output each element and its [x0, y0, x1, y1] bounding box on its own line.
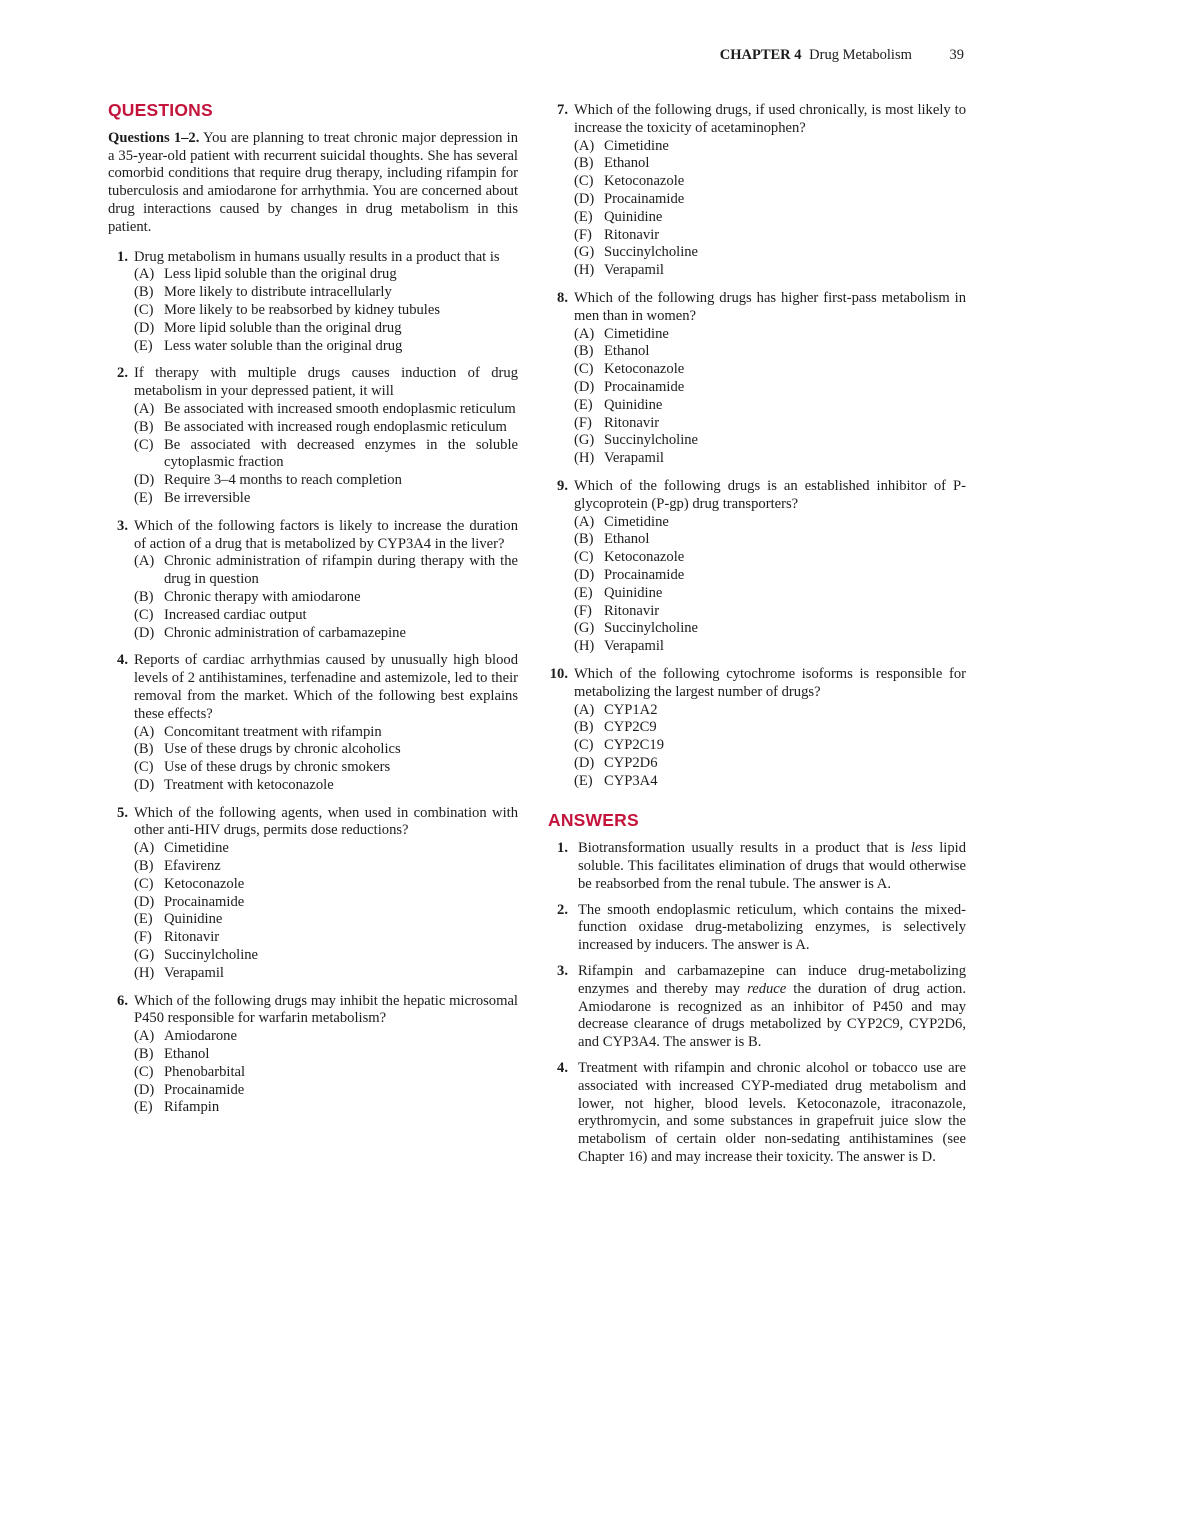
answer-option — [574, 191, 966, 209]
answer-option — [574, 638, 966, 656]
option-letter: (C) — [134, 875, 154, 892]
option-letter: (E) — [134, 489, 153, 506]
option-letter: (A) — [134, 266, 155, 283]
option-letter: (E) — [134, 337, 153, 354]
answer-number: 3. — [557, 963, 568, 980]
answer-option — [134, 894, 518, 912]
question-1 — [108, 249, 518, 356]
option-text: Chronic administration of rifampin during therapy with the drug in question — [164, 553, 518, 588]
answer-option — [574, 326, 966, 344]
answer-option — [134, 607, 518, 625]
option-letter: (D) — [574, 754, 595, 771]
answer-option — [134, 911, 518, 929]
answer-option — [134, 741, 518, 759]
option-list — [574, 326, 966, 468]
question-stem: Which of the following agents, when used in combination with other anti-HIV drugs, permits dose reductions? — [134, 804, 518, 839]
question-2 — [108, 365, 518, 507]
option-text: Cimetidine — [604, 325, 669, 342]
option-letter: (E) — [574, 772, 593, 789]
answer-option — [574, 262, 966, 280]
question-number: 1. — [117, 248, 128, 265]
option-text: Phenobarbital — [164, 1063, 246, 1080]
option-text: Be associated with increased smooth endoplasmic reticulum — [164, 400, 516, 417]
option-text: Ethanol — [604, 155, 650, 172]
option-text: More likely to distribute intracellularly — [164, 284, 392, 301]
answer-option — [134, 625, 518, 643]
answer-option — [134, 490, 518, 508]
option-text: CYP3A4 — [604, 772, 658, 789]
option-letter: (C) — [134, 301, 154, 318]
option-letter: (B) — [134, 1046, 154, 1063]
answer-text-cont: the duration of drug action. Amiodarone is recognized as an inhibitor of P450 and may decrease clearance of drugs metabolized by CYP2C9, CYP2D6, and CYP3A4. The answer is B. — [578, 980, 967, 1051]
option-letter: (D) — [134, 472, 155, 489]
option-text: Procainamide — [164, 1081, 245, 1098]
question-number: 3. — [117, 517, 128, 534]
questions-heading: QUESTIONS — [108, 100, 213, 120]
option-letter: (B) — [134, 284, 154, 301]
chapter-label: CHAPTER 4 — [719, 47, 802, 63]
option-text: Less water soluble than the original drug — [164, 337, 403, 354]
answer-option — [574, 343, 966, 361]
answer-option — [134, 266, 518, 284]
option-letter: (C) — [134, 436, 154, 453]
option-letter: (D) — [134, 893, 155, 910]
answer-option — [134, 302, 518, 320]
option-letter: (D) — [134, 1081, 155, 1098]
option-text: Verapamil — [604, 638, 664, 655]
option-letter: (B) — [134, 588, 154, 605]
option-letter: (A) — [574, 325, 595, 342]
option-list — [134, 553, 518, 642]
option-letter: (A) — [574, 137, 595, 154]
answer-option — [134, 401, 518, 419]
option-text: Be associated with increased rough endoplasmic reticulum — [164, 418, 507, 435]
option-list — [134, 401, 518, 508]
answer-option — [574, 450, 966, 468]
answer-option — [574, 415, 966, 433]
option-text: Increased cardiac output — [164, 606, 307, 623]
option-text: Succinylcholine — [164, 947, 259, 964]
option-letter: (B) — [574, 155, 594, 172]
option-text: Ketoconazole — [164, 875, 245, 892]
answer-text-cont: lipid soluble. This facilitates elimination of drugs that would otherwise be reabsorbed from the renal tubule. The answer is A. — [578, 840, 966, 892]
option-letter: (D) — [134, 319, 155, 336]
option-list — [134, 840, 518, 982]
option-text: Ritonavir — [604, 602, 660, 619]
option-letter: (B) — [134, 418, 154, 435]
option-text: Rifampin — [164, 1099, 220, 1116]
option-text: CYP1A2 — [604, 701, 658, 718]
option-text: Less lipid soluble than the original drug — [164, 266, 397, 283]
option-text: Require 3–4 months to reach completion — [164, 472, 402, 489]
option-letter: (C) — [574, 737, 594, 754]
answer-number: 4. — [557, 1060, 568, 1077]
option-text: Chronic administration of carbamazepine — [164, 624, 406, 641]
question-stem: Which of the following factors is likely to increase the duration of action of a drug that is metabolized by CYP3A4 in the liver? — [134, 517, 518, 552]
answer-option — [574, 531, 966, 549]
option-text: Efavirenz — [164, 858, 221, 875]
answer-option — [574, 227, 966, 245]
answer-option — [134, 947, 518, 965]
question-number: 8. — [557, 289, 568, 306]
answer-option — [134, 965, 518, 983]
option-text: Ethanol — [164, 1046, 210, 1063]
question-3 — [108, 518, 518, 643]
option-text: Ketoconazole — [604, 361, 685, 378]
option-text: Succinylcholine — [604, 432, 699, 449]
answer-option — [574, 361, 966, 379]
answer-option — [574, 397, 966, 415]
running-head — [720, 47, 964, 64]
answers-heading: ANSWERS — [548, 810, 639, 831]
right-column — [548, 102, 966, 1175]
question-8 — [548, 290, 966, 468]
answer-option — [574, 138, 966, 156]
answer-option — [134, 1082, 518, 1100]
option-letter: (F) — [574, 226, 592, 243]
option-text: Succinylcholine — [604, 244, 699, 261]
question-stem: If therapy with multiple drugs causes induction of drug metabolism in your depressed patient, it will — [134, 365, 518, 400]
option-letter: (G) — [134, 947, 155, 964]
answer-text: Rifampin and carbamazepine can induce drug-metabolizing enzymes and thereby may — [578, 963, 966, 997]
answer-option — [574, 702, 966, 720]
option-letter: (C) — [134, 1063, 154, 1080]
answer-text: The smooth endoplasmic reticulum, which contains the mixed-function oxidase drug-metabolizing enzymes, is selectively increased by inducers. The answer is A. — [578, 901, 966, 954]
option-text: More likely to be reabsorbed by kidney tubules — [164, 301, 440, 318]
question-stem: Reports of cardiac arrhythmias caused by unusually high blood levels of 2 antihistamines, terfenadine and astemizole, led to their removal from the market. Which of the following best explains these effects? — [134, 652, 518, 722]
option-letter: (F) — [134, 929, 152, 946]
question-stem: Which of the following drugs has higher first-pass metabolism in men than in women? — [574, 289, 966, 324]
option-text: Quinidine — [604, 396, 663, 413]
answer-text: Treatment with rifampin and chronic alcohol or tobacco use are associated with increased CYP-mediated drug metabolism and lower, not higher, blood levels. Ketoconazole, itraconazole, erythromycin, and some substances in grapefruit juice slow the metabolism of certain older non-sedating antihistamines (see Chapter 16) and may increase their toxicity. The answer is D. — [578, 1060, 966, 1166]
answer-option — [134, 284, 518, 302]
option-text: CYP2C19 — [604, 737, 665, 754]
option-letter: (C) — [134, 759, 154, 776]
option-text: Ketoconazole — [604, 173, 685, 190]
question-number: 4. — [117, 652, 128, 669]
question-number: 9. — [557, 477, 568, 494]
answer-option — [134, 1099, 518, 1117]
option-letter: (D) — [574, 566, 595, 583]
question-stem: Which of the following cytochrome isoforms is responsible for metabolizing the largest number of drugs? — [574, 665, 966, 700]
option-text: Chronic therapy with amiodarone — [164, 588, 361, 605]
option-text: Concomitant treatment with rifampin — [164, 723, 382, 740]
option-letter: (A) — [134, 1028, 155, 1045]
option-letter: (E) — [574, 396, 593, 413]
option-letter: (H) — [574, 638, 595, 655]
option-list — [134, 724, 518, 795]
option-text: Cimetidine — [604, 513, 669, 530]
option-letter: (E) — [574, 208, 593, 225]
answer-option — [574, 155, 966, 173]
option-list — [574, 138, 966, 280]
answer-option — [134, 553, 518, 589]
option-letter: (A) — [134, 723, 155, 740]
answer-1 — [548, 840, 966, 893]
option-letter: (H) — [574, 450, 595, 467]
option-text: CYP2D6 — [604, 754, 658, 771]
option-text: Cimetidine — [164, 840, 229, 857]
answer-option — [134, 1028, 518, 1046]
question-10 — [548, 666, 966, 791]
answer-option — [134, 338, 518, 356]
option-text: Quinidine — [164, 911, 223, 928]
option-letter: (D) — [574, 378, 595, 395]
answer-option — [574, 173, 966, 191]
option-letter: (E) — [574, 584, 593, 601]
answer-emphasis: less — [910, 840, 933, 857]
answer-option — [574, 585, 966, 603]
answer-emphasis: reduce — [747, 980, 787, 997]
question-9 — [548, 478, 966, 656]
question-stem: Which of the following drugs, if used chronically, is most likely to increase the toxicity of acetaminophen? — [574, 102, 966, 136]
option-letter: (E) — [134, 911, 153, 928]
question-4 — [108, 652, 518, 794]
answer-option — [134, 858, 518, 876]
answer-option — [134, 1064, 518, 1082]
answer-option — [574, 620, 966, 638]
answer-option — [574, 432, 966, 450]
option-letter: (A) — [134, 553, 155, 570]
option-text: Ritonavir — [604, 226, 660, 243]
question-stem: Which of the following drugs is an established inhibitor of P-glycoprotein (P-gp) drug transporters? — [574, 477, 966, 512]
option-text: Succinylcholine — [604, 620, 699, 637]
option-letter: (F) — [574, 602, 592, 619]
question-7 — [548, 102, 966, 280]
answer-option — [134, 320, 518, 338]
option-letter: (A) — [134, 400, 155, 417]
option-text: Ketoconazole — [604, 549, 685, 566]
page-number: 39 — [949, 47, 964, 63]
option-text: Procainamide — [604, 566, 685, 583]
intro-lead: Questions 1–2. — [108, 129, 200, 146]
option-text: Amiodarone — [164, 1028, 237, 1045]
answer-option — [574, 755, 966, 773]
option-letter: (A) — [574, 701, 595, 718]
option-text: CYP2C9 — [604, 719, 657, 736]
answer-option — [134, 840, 518, 858]
answer-option — [574, 567, 966, 585]
option-letter: (C) — [134, 606, 154, 623]
option-text: Quinidine — [604, 208, 663, 225]
option-text: More lipid soluble than the original drug — [164, 319, 402, 336]
answer-option — [134, 437, 518, 473]
option-text: Verapamil — [164, 964, 224, 981]
option-letter: (E) — [134, 1099, 153, 1116]
option-letter: (H) — [134, 964, 155, 981]
option-letter: (C) — [574, 173, 594, 190]
option-letter: (D) — [134, 776, 155, 793]
option-list — [134, 1028, 518, 1117]
answer-option — [134, 419, 518, 437]
option-text: Ritonavir — [164, 929, 220, 946]
option-letter: (A) — [134, 840, 155, 857]
option-text: Be irreversible — [164, 489, 251, 506]
question-number: 2. — [117, 365, 128, 382]
answer-option — [134, 876, 518, 894]
answer-option — [574, 244, 966, 262]
option-text: Use of these drugs by chronic alcoholics — [164, 741, 401, 758]
option-list — [134, 266, 518, 355]
question-number: 5. — [117, 804, 128, 821]
answer-option — [134, 472, 518, 490]
answer-number: 1. — [557, 840, 568, 857]
option-letter: (C) — [574, 549, 594, 566]
answer-option — [574, 719, 966, 737]
answer-option — [574, 209, 966, 227]
answer-option — [134, 589, 518, 607]
answer-option — [574, 737, 966, 755]
answer-option — [134, 1046, 518, 1064]
option-letter: (G) — [574, 432, 595, 449]
answer-option — [574, 549, 966, 567]
answer-option — [134, 759, 518, 777]
option-text: Verapamil — [604, 450, 664, 467]
answer-3 — [548, 963, 966, 1052]
intro-paragraph — [108, 130, 518, 237]
answer-option — [574, 514, 966, 532]
option-letter: (B) — [574, 343, 594, 360]
option-text: Be associated with decreased enzymes in the soluble cytoplasmic fraction — [164, 436, 518, 471]
answer-option — [574, 603, 966, 621]
question-stem: Which of the following drugs may inhibit the hepatic microsomal P450 responsible for warfarin metabolism? — [134, 992, 518, 1027]
option-letter: (G) — [574, 620, 595, 637]
option-text: Ethanol — [604, 343, 650, 360]
answer-text: Biotransformation usually results in a product that is — [578, 840, 911, 857]
chapter-title: Drug Metabolism — [809, 47, 912, 63]
option-letter: (F) — [574, 414, 592, 431]
option-text: Ethanol — [604, 531, 650, 548]
answer-option — [574, 773, 966, 791]
option-letter: (G) — [574, 244, 595, 261]
option-text: Ritonavir — [604, 414, 660, 431]
question-number: 7. — [557, 102, 568, 118]
option-list — [574, 514, 966, 656]
option-letter: (D) — [574, 190, 595, 207]
option-letter: (H) — [574, 262, 595, 279]
question-number: 10. — [549, 665, 568, 682]
intro-text: You are planning to treat chronic major depression in a 35-year-old patient with recurrent suicidal thoughts. She has several comorbid conditions that require drug therapy, including rifampin for tuberculosis and amiodarone for arrhythmia. You are concerned about drug interactions caused by changes in drug metabolism in this patient. — [108, 129, 518, 235]
option-text: Use of these drugs by chronic smokers — [164, 759, 391, 776]
option-letter: (A) — [574, 513, 595, 530]
option-letter: (B) — [134, 741, 154, 758]
option-letter: (B) — [574, 531, 594, 548]
option-letter: (B) — [574, 719, 594, 736]
option-text: Procainamide — [164, 893, 245, 910]
option-text: Quinidine — [604, 584, 663, 601]
question-5 — [108, 805, 518, 983]
answer-option — [574, 379, 966, 397]
question-number: 6. — [117, 992, 128, 1009]
option-text: Treatment with ketoconazole — [164, 776, 334, 793]
option-letter: (C) — [574, 361, 594, 378]
option-letter: (D) — [134, 624, 155, 641]
answer-4 — [548, 1060, 966, 1167]
answer-option — [134, 724, 518, 742]
question-6 — [108, 993, 518, 1118]
answer-number: 2. — [557, 901, 568, 918]
answer-option — [134, 929, 518, 947]
option-text: Procainamide — [604, 190, 685, 207]
option-list — [574, 702, 966, 791]
left-column — [108, 102, 518, 1127]
option-text: Verapamil — [604, 262, 664, 279]
answer-option — [134, 777, 518, 795]
question-stem: Drug metabolism in humans usually results in a product that is — [134, 248, 500, 265]
answer-2 — [548, 902, 966, 955]
option-text: Procainamide — [604, 378, 685, 395]
option-text: Cimetidine — [604, 137, 669, 154]
option-letter: (B) — [134, 858, 154, 875]
